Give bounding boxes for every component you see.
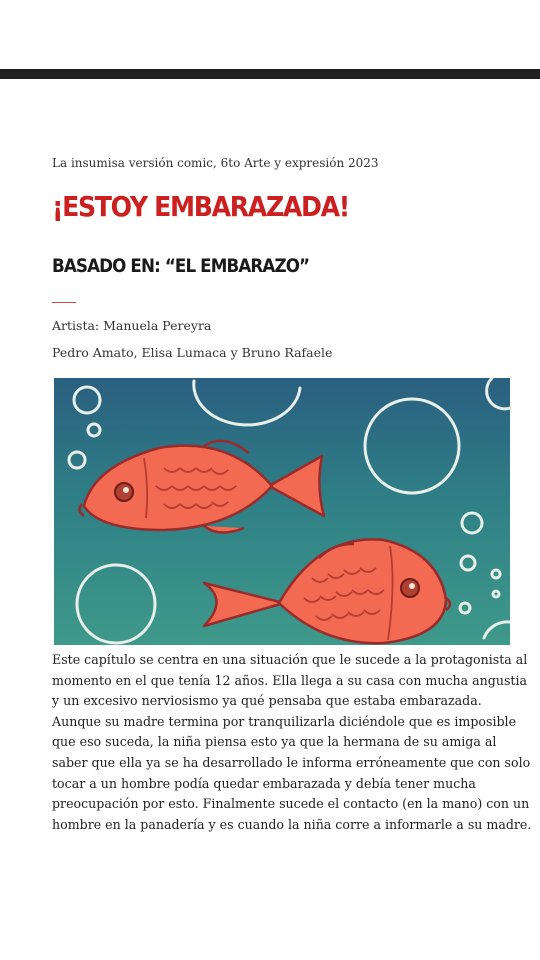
fish-illustration [54,378,510,645]
based-on-heading: BASADO EN: “EL EMBARAZO” [52,255,310,277]
authors-credit: Pedro Amato, Elisa Lumaca y Bruno Rafaele [52,345,333,360]
top-bar [0,69,540,79]
body-paragraph: Este capítulo se centra en una situación que le sucede a la protagonista al momento en el que tenía 12 años. Ella llega a su casa con mucha angustia y un excesivo nerviosismo ya qué pensaba que estaba embarazada. Aunque su madre termina por tranquilizarla diciéndole que es imposible que eso suceda, la niña piensa esto ya que la hermana de su amiga al saber que ella ya se ha desarrollado le informa erróneamente que con solo tocar a un hombre podía quedar embarazada y debía tener mucha preocupación por esto. Finalmente sucede el contacto (en la mano) con un hombre en la panadería y es cuando la niña corre a informarle a su madre. [52,652,532,832]
page-title: ¡ESTOY EMBARAZADA! [52,190,349,223]
divider [52,302,76,303]
page-subtitle: La insumisa versión comic, 6to Arte y expresión 2023 [52,156,379,170]
artist-credit: Artista: Manuela Pereyra [52,318,212,333]
